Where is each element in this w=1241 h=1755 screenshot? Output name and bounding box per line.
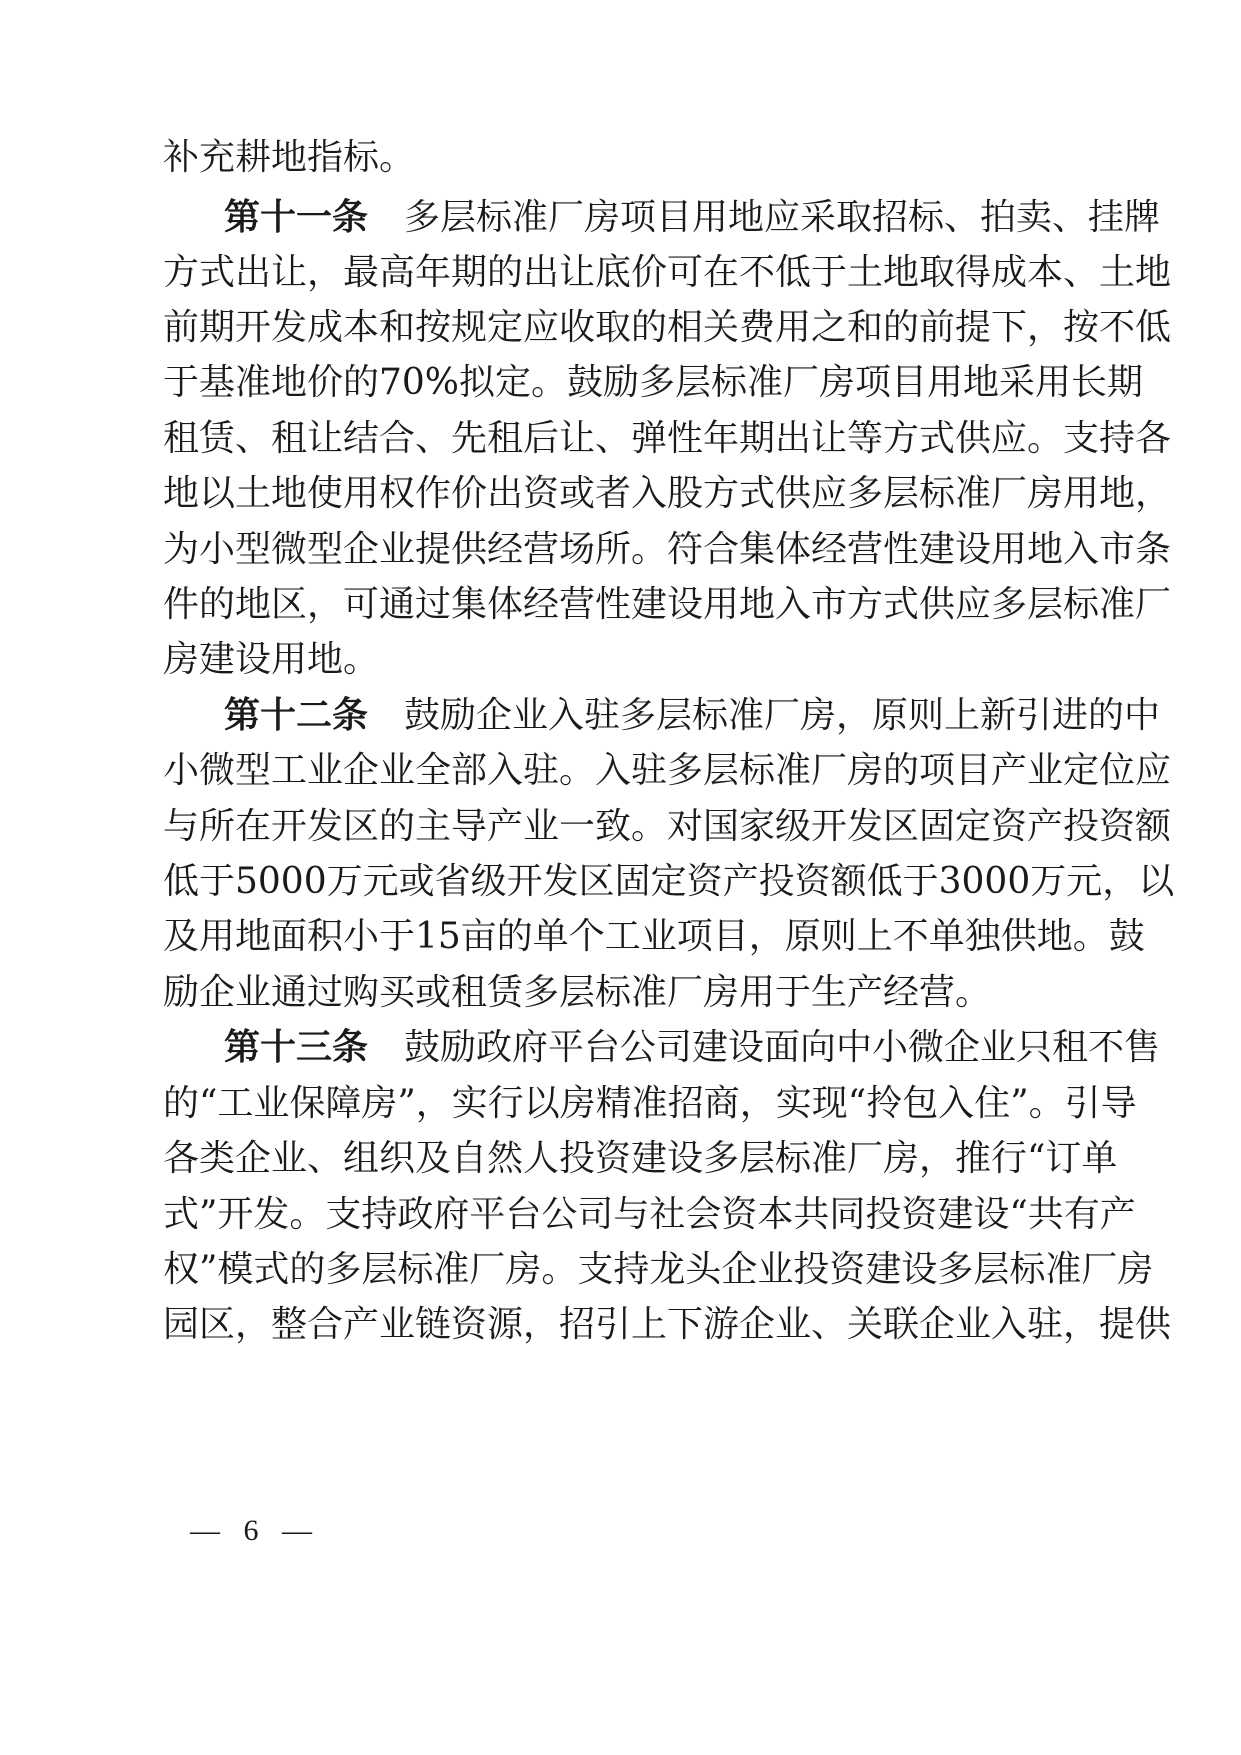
article-text: 鼓励企业入驻多层标准厂房，原则上新引进的中 [404,695,1161,736]
text-line: 的“工业保障房”，实行以房精准招商，实现“拎包入住”。引导 [163,1083,1137,1124]
text-line: 租赁、租让结合、先租后让、弹性年期出让等方式供应。支持各 [163,418,1172,459]
text-line [224,686,1161,746]
text-line: 励企业通过购买或租赁多层标准厂房用于生产经营。 [163,972,992,1013]
article-text: 多层标准厂房项目用地应采取招标、拍卖、挂牌 [404,197,1161,238]
text-line: 园区，整合产业链资源，招引上下游企业、关联企业入驻，提供 [163,1304,1172,1345]
text-line: 小微型工业企业全部入驻。入驻多层标准厂房的项目产业定位应 [163,750,1172,791]
text-line: 式”开发。支持政府平台公司与社会资本共同投资建设“共有产 [163,1194,1136,1235]
text-line: 为小型微型企业提供经营场所。符合集体经营性建设用地入市条 [163,529,1172,570]
text-line: 件的地区，可通过集体经营性建设用地入市方式供应多层标准厂 [163,584,1172,625]
page-number: — 6 — [190,1514,320,1547]
text-line: 与所在开发区的主导产业一致。对国家级开发区固定资产投资额 [163,806,1172,847]
article-text: 鼓励政府平台公司建设面向中小微企业只租不售 [404,1027,1161,1068]
text-line: 房建设用地。 [163,639,380,680]
text-line [224,188,1161,248]
text-line: 于基准地价的70%拟定。鼓励多层标准厂房项目用地采用长期 [163,362,1144,403]
article-heading: 第十二条 [224,695,369,736]
text-line: 及用地面积小于15亩的单个工业项目，原则上不单独供地。鼓 [163,916,1145,957]
text-line: 地以土地使用权作价出资或者入股方式供应多层标准厂房用地， [163,473,1172,514]
text-line [224,1018,1161,1078]
text-line: 低于5000万元或省级开发区固定资产投资额低于3000万元，以 [163,861,1175,902]
text-line: 前期开发成本和按规定应收取的相关费用之和的前提下，按不低 [163,307,1172,348]
text-line: 权”模式的多层标准厂房。支持龙头企业投资建设多层标准厂房 [163,1249,1154,1290]
article-heading: 第十三条 [224,1027,369,1068]
text-line: 各类企业、组织及自然人投资建设多层标准厂房，推行“订单 [163,1138,1118,1179]
article-heading: 第十一条 [224,197,369,238]
text-line: 补充耕地指标。 [163,137,416,178]
text-line: 方式出让，最高年期的出让底价可在不低于土地取得成本、土地 [163,252,1172,293]
